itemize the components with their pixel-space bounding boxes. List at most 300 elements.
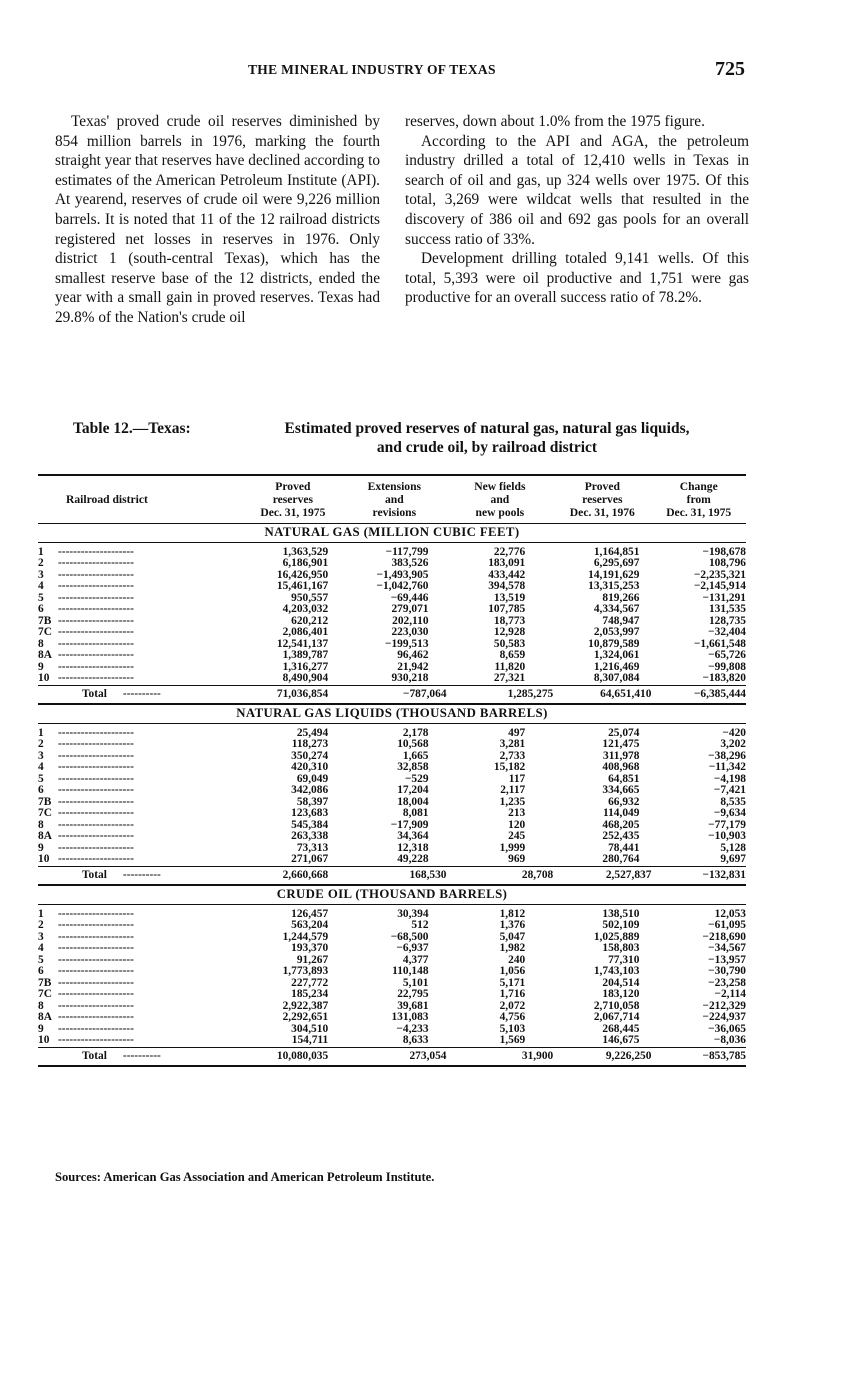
value-cell: 66,932: [608, 795, 640, 808]
value-cell: 117: [508, 772, 526, 785]
table-row: [38, 1035, 746, 1047]
value-cell: 2,067,714: [593, 1011, 640, 1023]
section-header-row: [38, 704, 746, 723]
value-cell: 16,426,950: [276, 568, 329, 581]
value-cell: 433,442: [488, 568, 526, 581]
table-row: [38, 797, 746, 809]
value-cell: 245: [508, 830, 526, 842]
value-cell: 1,569: [499, 1034, 526, 1046]
district-cell: [38, 989, 244, 1001]
value-cell: 202,110: [392, 614, 429, 627]
dot-leader: --------------------: [58, 807, 134, 819]
table-header-row: [38, 475, 746, 524]
value-cell: 819,266: [602, 591, 640, 604]
paragraph: reserves, down about 1.0% from the 1975 figure.: [405, 113, 705, 130]
value-cell: −34,567: [708, 942, 746, 954]
value-cell: 5,128: [720, 841, 746, 854]
column-header: [553, 475, 651, 524]
district-cell: [38, 762, 244, 774]
column-header-line: Railroad district: [66, 493, 148, 506]
value-cell: 1,025,889: [593, 930, 640, 943]
value-cell: −17,909: [390, 818, 429, 831]
value-cell: 10,568: [397, 738, 429, 750]
district-cell: [38, 1035, 244, 1047]
paragraph: According to the API and AGA, the petroleum industry drilled a total of 12,410 wells in Texas in search of oil and gas, up 324 wells over 1975. Of this total, 3,269 were wildcat wells that resulted in the discovery of 386 oil and 692 gas pools for an overall success ratio of 33%.: [405, 132, 749, 248]
value-cell: −61,095: [708, 919, 746, 931]
value-cell: 1,773,893: [282, 965, 329, 977]
dot-leader: --------------------: [58, 1022, 134, 1035]
district-code: 1: [38, 907, 44, 920]
value-cell: 252,435: [602, 830, 640, 842]
total-value-cell: 2,527,837: [553, 866, 651, 885]
value-cell: 227,772: [291, 976, 329, 989]
value-cell: 128,735: [708, 614, 746, 627]
value-cell: 930,218: [391, 672, 429, 684]
value-cell: 34,364: [397, 830, 429, 842]
value-cell: 14,191,629: [588, 568, 640, 581]
value-cell: 25,494: [296, 726, 329, 739]
value-cell: −199,513: [385, 637, 429, 650]
district-code: 7C: [38, 626, 52, 638]
table-row: [38, 920, 746, 932]
running-title: THE MINERAL INDUSTRY OF TEXAS: [248, 62, 496, 77]
column-header-line: and: [490, 493, 510, 506]
value-cell: −68,500: [390, 930, 429, 943]
value-cell: 563,204: [291, 919, 329, 931]
total-row: [38, 685, 746, 704]
value-cell: −4,198: [713, 772, 746, 785]
dot-leader: --------------------: [58, 930, 134, 943]
value-cell: 25,074: [608, 726, 640, 739]
total-value-cell: 273,054: [342, 1047, 446, 1066]
value-cell: −1,042,760: [376, 580, 429, 592]
value-cell: −8,036: [713, 1034, 746, 1046]
table-row: [38, 904, 746, 920]
district-code: 6: [38, 784, 44, 796]
value-cell: 1,376: [499, 919, 526, 931]
value-cell: 6,186,901: [282, 557, 329, 569]
value-cell: 17,204: [397, 784, 429, 796]
value-cell: 1,999: [499, 841, 526, 854]
table-row: [38, 627, 746, 639]
district-code: 10: [38, 672, 50, 684]
district-cell: [38, 739, 244, 751]
column-header-line: Dec. 31, 1976: [569, 506, 635, 519]
value-cell: 969: [508, 853, 526, 865]
district-code: 9: [38, 1022, 44, 1035]
dot-leader: --------------------: [58, 795, 134, 808]
district-code: 10: [38, 853, 50, 865]
dot-leader: --------------------: [58, 761, 134, 773]
district-cell: [38, 723, 244, 739]
district-cell: [38, 966, 244, 978]
value-cell: 311,978: [603, 749, 640, 762]
value-cell: 5,101: [402, 976, 429, 989]
district-code: 4: [38, 580, 44, 592]
body-right-column: [405, 112, 749, 308]
value-cell: 22,795: [397, 988, 429, 1000]
value-cell: 5,103: [499, 1022, 526, 1035]
column-header-line: from: [686, 493, 711, 506]
value-cell: 108,796: [708, 557, 746, 569]
value-cell: 12,053: [714, 907, 746, 920]
district-code: 2: [38, 557, 44, 569]
dot-leader: --------------------: [58, 1034, 134, 1046]
district-code: 3: [38, 749, 44, 762]
dot-leader: --------------------: [58, 772, 134, 785]
dot-leader: --------------------: [58, 672, 134, 684]
value-cell: 69,049: [296, 772, 329, 785]
value-cell: −198,678: [702, 545, 746, 558]
value-cell: 240: [508, 953, 526, 966]
district-code: 8: [38, 637, 44, 650]
total-value-cell: −787,064: [342, 685, 446, 704]
value-cell: 213: [508, 807, 526, 819]
district-cell: [38, 904, 244, 920]
value-cell: 18,773: [493, 614, 526, 627]
value-cell: 12,318: [397, 841, 429, 854]
table-row: [38, 854, 746, 866]
column-header-line: reserves: [582, 493, 623, 506]
district-code: 8A: [38, 649, 52, 661]
dot-leader: --------------------: [58, 614, 134, 627]
table-row: [38, 831, 746, 843]
value-cell: 118,273: [291, 738, 329, 750]
table-row: [38, 932, 746, 944]
value-cell: 126,457: [291, 907, 329, 920]
district-code: 5: [38, 772, 44, 785]
value-cell: 223,030: [391, 626, 429, 638]
value-cell: 91,267: [296, 953, 329, 966]
total-label-cell: [38, 866, 244, 885]
table-row: [38, 650, 746, 662]
value-cell: 18,004: [397, 795, 429, 808]
dot-leader: --------------------: [58, 568, 134, 581]
value-cell: −77,179: [708, 818, 746, 831]
value-cell: 22,776: [493, 545, 526, 558]
value-cell: 748,947: [602, 614, 640, 627]
value-cell: −10,903: [708, 830, 746, 842]
value-cell: −1,661,548: [693, 637, 746, 650]
value-cell: 123,683: [291, 807, 329, 819]
dot-leader: --------------------: [58, 830, 134, 842]
value-cell: 1,665: [402, 749, 429, 762]
section-header-row: [38, 524, 746, 543]
dot-leader: ----------: [122, 868, 161, 881]
value-cell: −2,114: [714, 988, 746, 1000]
total-label-cell: [38, 1047, 244, 1066]
table-row: [38, 820, 746, 832]
total-value-cell: 2,660,668: [244, 866, 343, 885]
total-row: [38, 1047, 746, 1066]
value-cell: 1,743,103: [593, 965, 640, 977]
value-cell: −529: [404, 772, 429, 785]
value-cell: 2,733: [499, 749, 526, 762]
dot-leader: --------------------: [58, 919, 134, 931]
table-row: [38, 1024, 746, 1036]
value-cell: 9,697: [720, 853, 746, 865]
column-header: [244, 475, 343, 524]
value-cell: 138,510: [602, 907, 640, 920]
value-cell: 3,281: [499, 738, 526, 750]
value-cell: 2,710,058: [593, 999, 640, 1012]
value-cell: 114,049: [603, 807, 640, 819]
value-cell: 1,324,061: [593, 649, 640, 661]
dot-leader: --------------------: [58, 749, 134, 762]
table-row: [38, 943, 746, 955]
district-code: 10: [38, 1034, 50, 1046]
value-cell: 15,461,167: [276, 580, 329, 592]
value-cell: −11,342: [708, 761, 746, 773]
district-code: 4: [38, 761, 44, 773]
table-row: [38, 581, 746, 593]
table-row: [38, 558, 746, 570]
value-cell: −218,690: [702, 930, 746, 943]
value-cell: 49,228: [397, 853, 429, 865]
table-caption-text: [237, 419, 737, 457]
value-cell: 1,244,579: [282, 930, 329, 943]
value-cell: 96,462: [397, 649, 429, 661]
district-cell: [38, 785, 244, 797]
value-cell: −99,808: [708, 660, 746, 673]
value-cell: 131,083: [391, 1011, 429, 1023]
value-cell: 497: [508, 726, 526, 739]
district-code: 3: [38, 930, 44, 943]
dot-leader: ----------: [122, 1049, 161, 1062]
value-cell: 77,310: [608, 953, 640, 966]
value-cell: 1,216,469: [593, 660, 640, 673]
value-cell: −224,937: [702, 1011, 746, 1023]
value-cell: 545,384: [291, 818, 329, 831]
value-cell: 1,716: [499, 988, 526, 1000]
value-cell: 146,675: [602, 1034, 640, 1046]
dot-leader: --------------------: [58, 953, 134, 966]
value-cell: 8,081: [402, 807, 429, 819]
dot-leader: --------------------: [58, 660, 134, 673]
value-cell: 30,394: [397, 907, 429, 920]
value-cell: 2,053,997: [593, 626, 640, 638]
district-code: 5: [38, 953, 44, 966]
section-header-row: [38, 885, 746, 904]
value-cell: 1,164,851: [593, 545, 640, 558]
value-cell: 2,922,387: [282, 999, 329, 1012]
value-cell: 4,756: [499, 1011, 526, 1023]
table-caption-line: Estimated proved reserves of natural gas, natural gas liquids,: [284, 420, 690, 437]
value-cell: 620,212: [291, 614, 329, 627]
total-value-cell: 1,285,275: [447, 685, 554, 704]
table-row: [38, 1012, 746, 1024]
value-cell: 4,203,032: [282, 603, 329, 615]
total-value-cell: −132,831: [651, 866, 746, 885]
total-row: [38, 866, 746, 885]
district-cell: [38, 542, 244, 558]
value-cell: −7,421: [713, 784, 746, 796]
value-cell: 420,310: [291, 761, 329, 773]
value-cell: 2,117: [500, 784, 526, 796]
value-cell: 342,086: [291, 784, 329, 796]
total-value-cell: 168,530: [342, 866, 446, 885]
column-header-line: Change: [679, 480, 718, 493]
district-code: 8A: [38, 1011, 52, 1023]
value-cell: 11,820: [494, 660, 526, 673]
value-cell: 1,316,277: [282, 660, 329, 673]
value-cell: 8,535: [720, 795, 746, 808]
value-cell: 1,363,529: [282, 545, 329, 558]
district-code: 6: [38, 965, 44, 977]
value-cell: 1,389,787: [282, 649, 329, 661]
dot-leader: --------------------: [58, 942, 134, 954]
section-title: NATURAL GAS LIQUIDS (THOUSAND BARRELS): [38, 704, 746, 723]
table-body: [38, 524, 746, 1067]
column-header-line: New fields: [474, 480, 526, 493]
value-cell: −9,634: [713, 807, 746, 819]
value-cell: 110,148: [392, 965, 429, 977]
total-label-cell: [38, 685, 244, 704]
value-cell: 5,047: [499, 930, 526, 943]
district-code: 8: [38, 999, 44, 1012]
value-cell: 279,071: [391, 603, 429, 615]
dot-leader: --------------------: [58, 999, 134, 1012]
value-cell: 268,445: [602, 1022, 640, 1035]
value-cell: 4,377: [402, 953, 429, 966]
dot-leader: --------------------: [58, 726, 134, 739]
value-cell: 39,681: [397, 999, 429, 1012]
column-header-line: and: [384, 493, 404, 506]
district-code: 8A: [38, 830, 52, 842]
value-cell: 1,056: [499, 965, 526, 977]
value-cell: 8,659: [499, 649, 526, 661]
value-cell: −36,065: [708, 1022, 746, 1035]
total-value-cell: 64,651,410: [553, 685, 651, 704]
column-header-line: Proved: [584, 480, 620, 493]
value-cell: 193,370: [291, 942, 329, 954]
dot-leader: --------------------: [58, 784, 134, 796]
dot-leader: --------------------: [58, 649, 134, 661]
district-code: 2: [38, 738, 44, 750]
dot-leader: --------------------: [58, 818, 134, 831]
dot-leader: --------------------: [58, 738, 134, 750]
value-cell: 512: [411, 919, 429, 931]
paragraph: Texas' proved crude oil reserves diminished by 854 million barrels in 1976, marking the fourth straight year that reserves have declined according to estimates of the American Petroleum Institute (API). At yearend, reserves of crude oil were 9,226 million barrels. It is noted that 11 of the 12 railroad districts registered net losses in reserves in 1976. Only district 1 (south-central Texas), which has the smallest reserve base of the 12 districts, ended the year with a small gain in proved reserves. Texas had 29.8% of the Nation's crude oil: [55, 113, 380, 326]
value-cell: 502,109: [602, 919, 640, 931]
value-cell: 120: [508, 818, 526, 831]
value-cell: 950,557: [291, 591, 329, 604]
table-row: [38, 989, 746, 1001]
table-row: [38, 978, 746, 990]
value-cell: 8,490,904: [282, 672, 329, 684]
value-cell: −117,799: [385, 545, 429, 558]
total-value-cell: 28,708: [447, 866, 554, 885]
district-cell: [38, 650, 244, 662]
value-cell: −212,329: [702, 999, 746, 1012]
value-cell: 183,120: [602, 988, 640, 1000]
value-cell: 350,274: [291, 749, 329, 762]
table-row: [38, 843, 746, 855]
value-cell: 1,982: [499, 942, 526, 954]
section-title: NATURAL GAS (MILLION CUBIC FEET): [38, 524, 746, 543]
value-cell: 204,514: [602, 976, 640, 989]
dot-leader: --------------------: [58, 907, 134, 920]
column-header: [447, 475, 554, 524]
district-code: 5: [38, 591, 44, 604]
district-code: 3: [38, 568, 44, 581]
total-value-cell: −6,385,444: [651, 685, 746, 704]
value-cell: 183,091: [488, 557, 526, 569]
reserves-table-container: [38, 474, 746, 1067]
value-cell: −2,145,914: [693, 580, 746, 592]
table-row: [38, 774, 746, 786]
value-cell: 1,812: [499, 907, 526, 920]
district-cell: [38, 943, 244, 955]
value-cell: −65,726: [708, 649, 746, 661]
value-cell: −131,291: [702, 591, 746, 604]
column-header: [651, 475, 746, 524]
district-code: 7B: [38, 976, 52, 989]
column-header-line: Dec. 31, 1975: [260, 506, 326, 519]
value-cell: 2,072: [499, 999, 526, 1012]
table-caption-line: and crude oil, by railroad district: [376, 439, 598, 456]
value-cell: 64,851: [608, 772, 640, 785]
value-cell: 158,803: [602, 942, 640, 954]
value-cell: 4,334,567: [593, 603, 640, 615]
column-header-line: new pools: [475, 506, 525, 519]
dot-leader: --------------------: [58, 580, 134, 592]
body-left-column: [55, 112, 380, 328]
value-cell: 50,583: [493, 637, 526, 650]
value-cell: 263,338: [291, 830, 329, 842]
value-cell: 27,321: [493, 672, 526, 684]
column-header-line: revisions: [372, 506, 417, 519]
district-code: 7B: [38, 614, 52, 627]
district-cell: [38, 558, 244, 570]
value-cell: 121,475: [602, 738, 640, 750]
district-cell: [38, 831, 244, 843]
value-cell: 10,879,589: [588, 637, 640, 650]
value-cell: 58,397: [296, 795, 329, 808]
value-cell: 5,171: [499, 976, 526, 989]
total-value-cell: −853,785: [651, 1047, 746, 1066]
dot-leader: --------------------: [58, 988, 134, 1000]
value-cell: 271,067: [291, 853, 329, 865]
dot-leader: --------------------: [58, 626, 134, 638]
value-cell: 3,202: [720, 738, 746, 750]
dot-leader: --------------------: [58, 853, 134, 865]
district-cell: [38, 604, 244, 616]
value-cell: −6,937: [396, 942, 429, 954]
district-cell: [38, 808, 244, 820]
value-cell: 73,313: [296, 841, 329, 854]
district-code: 7C: [38, 988, 52, 1000]
value-cell: 13,519: [493, 591, 526, 604]
table-row: [38, 785, 746, 797]
page-number: 725: [715, 58, 745, 80]
table-row: [38, 808, 746, 820]
total-label: Total: [82, 687, 107, 700]
value-cell: 8,633: [402, 1034, 429, 1046]
value-cell: 185,234: [291, 988, 329, 1000]
district-cell: [38, 920, 244, 932]
value-cell: 13,315,253: [588, 580, 640, 592]
value-cell: 2,292,651: [282, 1011, 329, 1023]
column-header-line: Dec. 31, 1975: [666, 506, 732, 519]
value-cell: −69,446: [390, 591, 429, 604]
column-header-line: reserves: [272, 493, 314, 506]
district-cell: [38, 627, 244, 639]
table-row: [38, 604, 746, 616]
table-row: [38, 639, 746, 651]
value-cell: −23,258: [708, 976, 746, 989]
total-label: Total: [82, 1049, 107, 1062]
